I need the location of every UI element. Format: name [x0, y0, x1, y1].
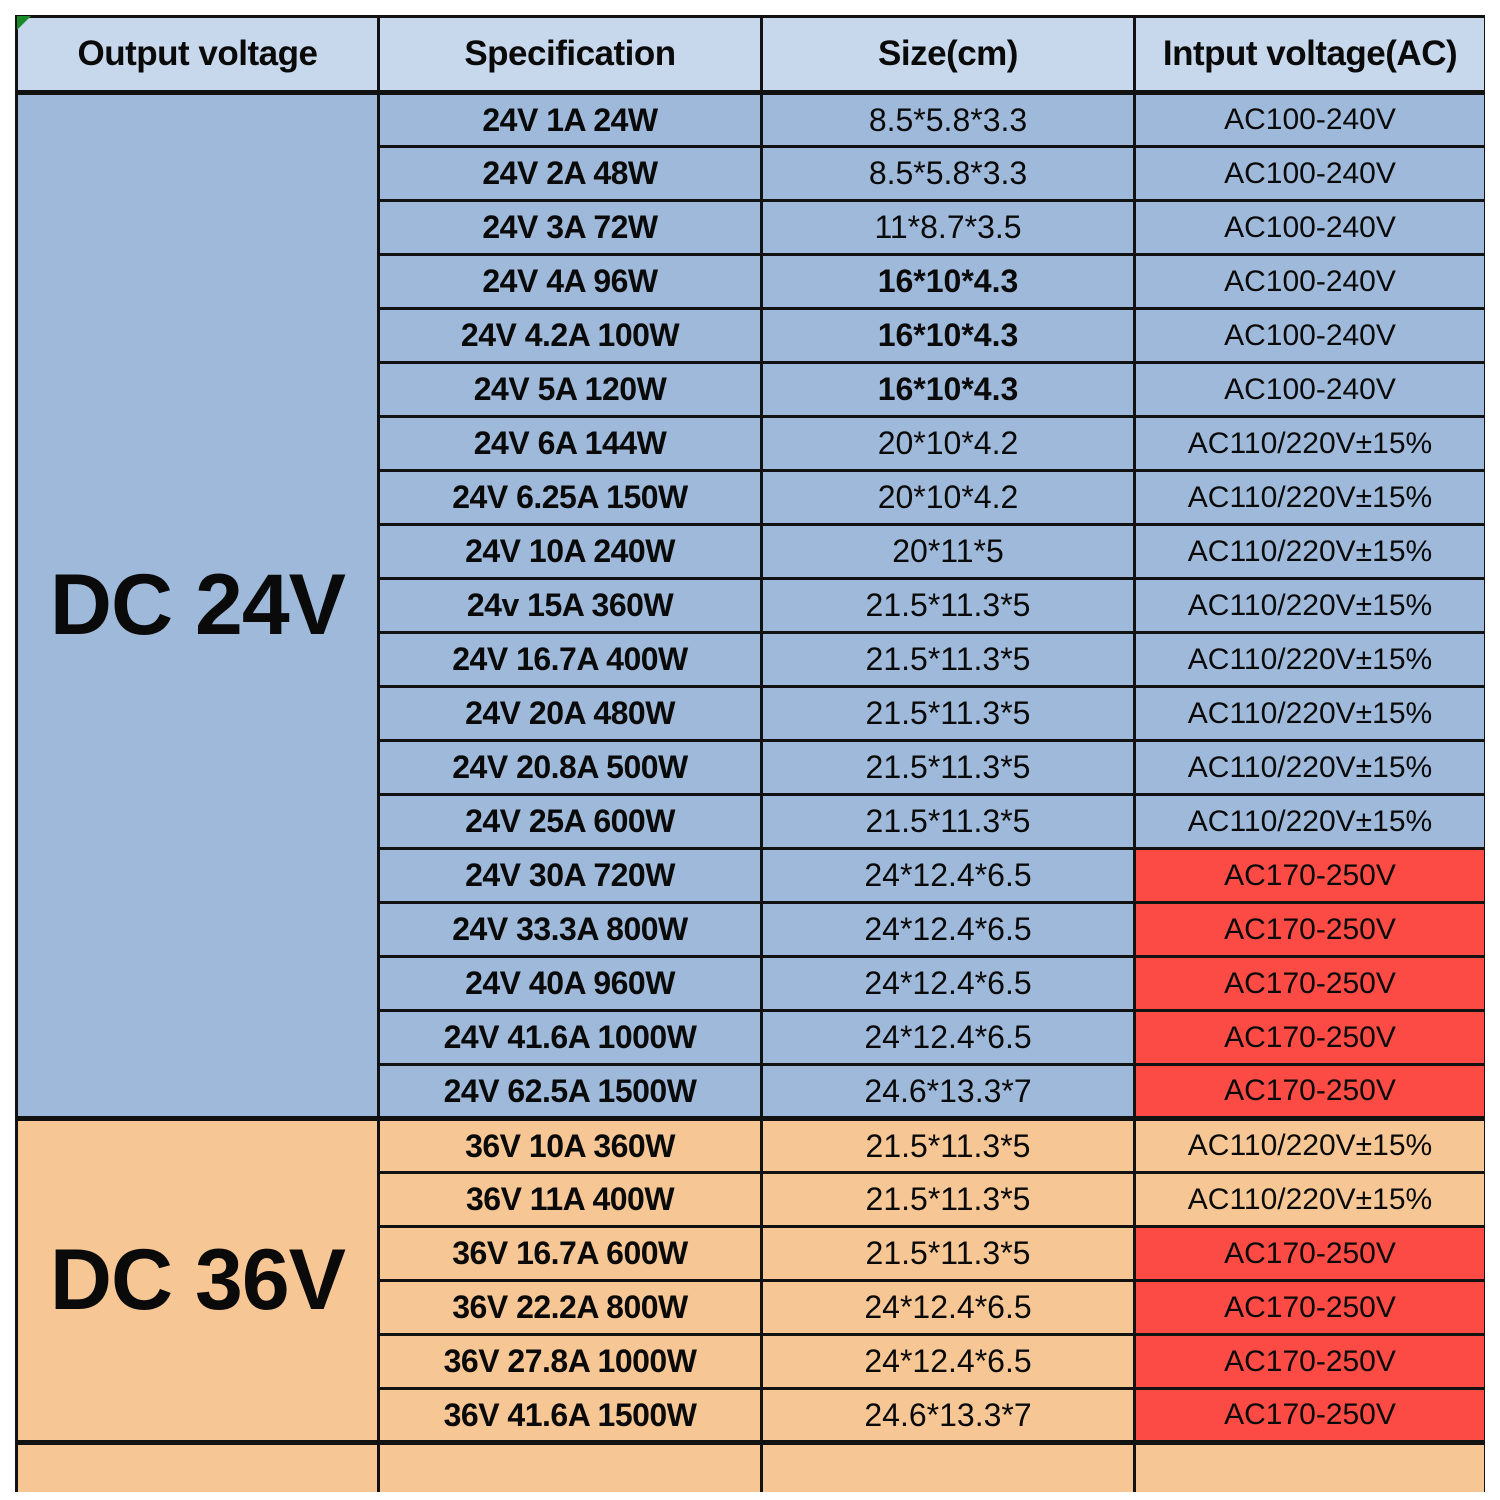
- table-row: [17, 93, 1486, 147]
- empty-row: [17, 1443, 1486, 1493]
- empty-cell: [17, 1443, 379, 1493]
- spec-cell: 36V 41.6A 1500W: [379, 1389, 762, 1443]
- input-voltage-cell: AC170-250V: [1135, 903, 1486, 957]
- col-header-input-voltage: Intput voltage(AC): [1135, 17, 1486, 93]
- spec-cell: 24v 15A 360W: [379, 579, 762, 633]
- spec-cell: 36V 11A 400W: [379, 1173, 762, 1227]
- input-voltage-cell: AC110/220V±15%: [1135, 1119, 1486, 1173]
- spec-cell: 24V 40A 960W: [379, 957, 762, 1011]
- size-cell: 21.5*11.3*5: [762, 633, 1135, 687]
- input-voltage-cell: AC170-250V: [1135, 1389, 1486, 1443]
- table-body: [17, 93, 1486, 1493]
- input-voltage-cell: AC110/220V±15%: [1135, 417, 1486, 471]
- size-cell: 20*11*5: [762, 525, 1135, 579]
- size-cell: 24*12.4*6.5: [762, 1281, 1135, 1335]
- size-cell: 8.5*5.8*3.3: [762, 147, 1135, 201]
- spec-cell: 24V 30A 720W: [379, 849, 762, 903]
- size-cell: 21.5*11.3*5: [762, 795, 1135, 849]
- input-voltage-cell: AC170-250V: [1135, 1335, 1486, 1389]
- spec-cell: 24V 10A 240W: [379, 525, 762, 579]
- size-cell: 24*12.4*6.5: [762, 1011, 1135, 1065]
- power-supply-spec-table: [15, 15, 1485, 1492]
- spec-cell: 24V 4A 96W: [379, 255, 762, 309]
- green-corner-marker-icon: [17, 16, 31, 30]
- size-cell: 16*10*4.3: [762, 363, 1135, 417]
- spec-cell: 24V 62.5A 1500W: [379, 1065, 762, 1119]
- size-cell: 24*12.4*6.5: [762, 849, 1135, 903]
- spec-cell: 24V 1A 24W: [379, 93, 762, 147]
- spec-cell: 24V 2A 48W: [379, 147, 762, 201]
- input-voltage-cell: AC100-240V: [1135, 309, 1486, 363]
- spec-cell: 36V 27.8A 1000W: [379, 1335, 762, 1389]
- size-cell: 21.5*11.3*5: [762, 1119, 1135, 1173]
- spec-cell: 24V 5A 120W: [379, 363, 762, 417]
- size-cell: 24.6*13.3*7: [762, 1389, 1135, 1443]
- empty-cell: [762, 1443, 1135, 1493]
- spec-table-container: [15, 15, 1485, 1492]
- input-voltage-cell: AC110/220V±15%: [1135, 741, 1486, 795]
- spec-cell: 24V 20.8A 500W: [379, 741, 762, 795]
- table-header: [17, 17, 1486, 93]
- input-voltage-cell: AC100-240V: [1135, 363, 1486, 417]
- size-cell: 20*10*4.2: [762, 471, 1135, 525]
- input-voltage-cell: AC110/220V±15%: [1135, 795, 1486, 849]
- table-row: [17, 1119, 1486, 1173]
- size-cell: 24*12.4*6.5: [762, 1335, 1135, 1389]
- input-voltage-cell: AC100-240V: [1135, 255, 1486, 309]
- spec-cell: 36V 22.2A 800W: [379, 1281, 762, 1335]
- spec-cell: 36V 16.7A 600W: [379, 1227, 762, 1281]
- size-cell: 21.5*11.3*5: [762, 687, 1135, 741]
- spec-cell: 24V 3A 72W: [379, 201, 762, 255]
- spec-cell: 24V 4.2A 100W: [379, 309, 762, 363]
- empty-cell: [1135, 1443, 1486, 1493]
- size-cell: 21.5*11.3*5: [762, 741, 1135, 795]
- size-cell: 24*12.4*6.5: [762, 957, 1135, 1011]
- section-label-dc-36v: DC 36V: [17, 1119, 379, 1443]
- spec-cell: 24V 6A 144W: [379, 417, 762, 471]
- col-header-size: Size(cm): [762, 17, 1135, 93]
- input-voltage-cell: AC170-250V: [1135, 1011, 1486, 1065]
- size-cell: 24.6*13.3*7: [762, 1065, 1135, 1119]
- input-voltage-cell: AC100-240V: [1135, 147, 1486, 201]
- size-cell: 21.5*11.3*5: [762, 1227, 1135, 1281]
- input-voltage-cell: AC110/220V±15%: [1135, 579, 1486, 633]
- input-voltage-cell: AC170-250V: [1135, 1065, 1486, 1119]
- empty-cell: [379, 1443, 762, 1493]
- spec-cell: 24V 33.3A 800W: [379, 903, 762, 957]
- spec-cell: 24V 16.7A 400W: [379, 633, 762, 687]
- size-cell: 21.5*11.3*5: [762, 579, 1135, 633]
- input-voltage-cell: AC110/220V±15%: [1135, 525, 1486, 579]
- input-voltage-cell: AC110/220V±15%: [1135, 633, 1486, 687]
- input-voltage-cell: AC170-250V: [1135, 1281, 1486, 1335]
- col-header-output-voltage: Output voltage: [17, 17, 379, 93]
- size-cell: 24*12.4*6.5: [762, 903, 1135, 957]
- input-voltage-cell: AC170-250V: [1135, 957, 1486, 1011]
- input-voltage-cell: AC110/220V±15%: [1135, 687, 1486, 741]
- size-cell: 21.5*11.3*5: [762, 1173, 1135, 1227]
- size-cell: 11*8.7*3.5: [762, 201, 1135, 255]
- size-cell: 8.5*5.8*3.3: [762, 93, 1135, 147]
- size-cell: 16*10*4.3: [762, 255, 1135, 309]
- input-voltage-cell: AC170-250V: [1135, 849, 1486, 903]
- input-voltage-cell: AC100-240V: [1135, 93, 1486, 147]
- input-voltage-cell: AC100-240V: [1135, 201, 1486, 255]
- size-cell: 16*10*4.3: [762, 309, 1135, 363]
- spec-cell: 24V 20A 480W: [379, 687, 762, 741]
- spec-cell: 24V 41.6A 1000W: [379, 1011, 762, 1065]
- spec-cell: 24V 6.25A 150W: [379, 471, 762, 525]
- section-label-dc-24v: DC 24V: [17, 93, 379, 1119]
- input-voltage-cell: AC110/220V±15%: [1135, 1173, 1486, 1227]
- input-voltage-cell: AC110/220V±15%: [1135, 471, 1486, 525]
- spec-cell: 36V 10A 360W: [379, 1119, 762, 1173]
- col-header-specification: Specification: [379, 17, 762, 93]
- size-cell: 20*10*4.2: [762, 417, 1135, 471]
- header-row: [17, 17, 1486, 93]
- input-voltage-cell: AC170-250V: [1135, 1227, 1486, 1281]
- spec-cell: 24V 25A 600W: [379, 795, 762, 849]
